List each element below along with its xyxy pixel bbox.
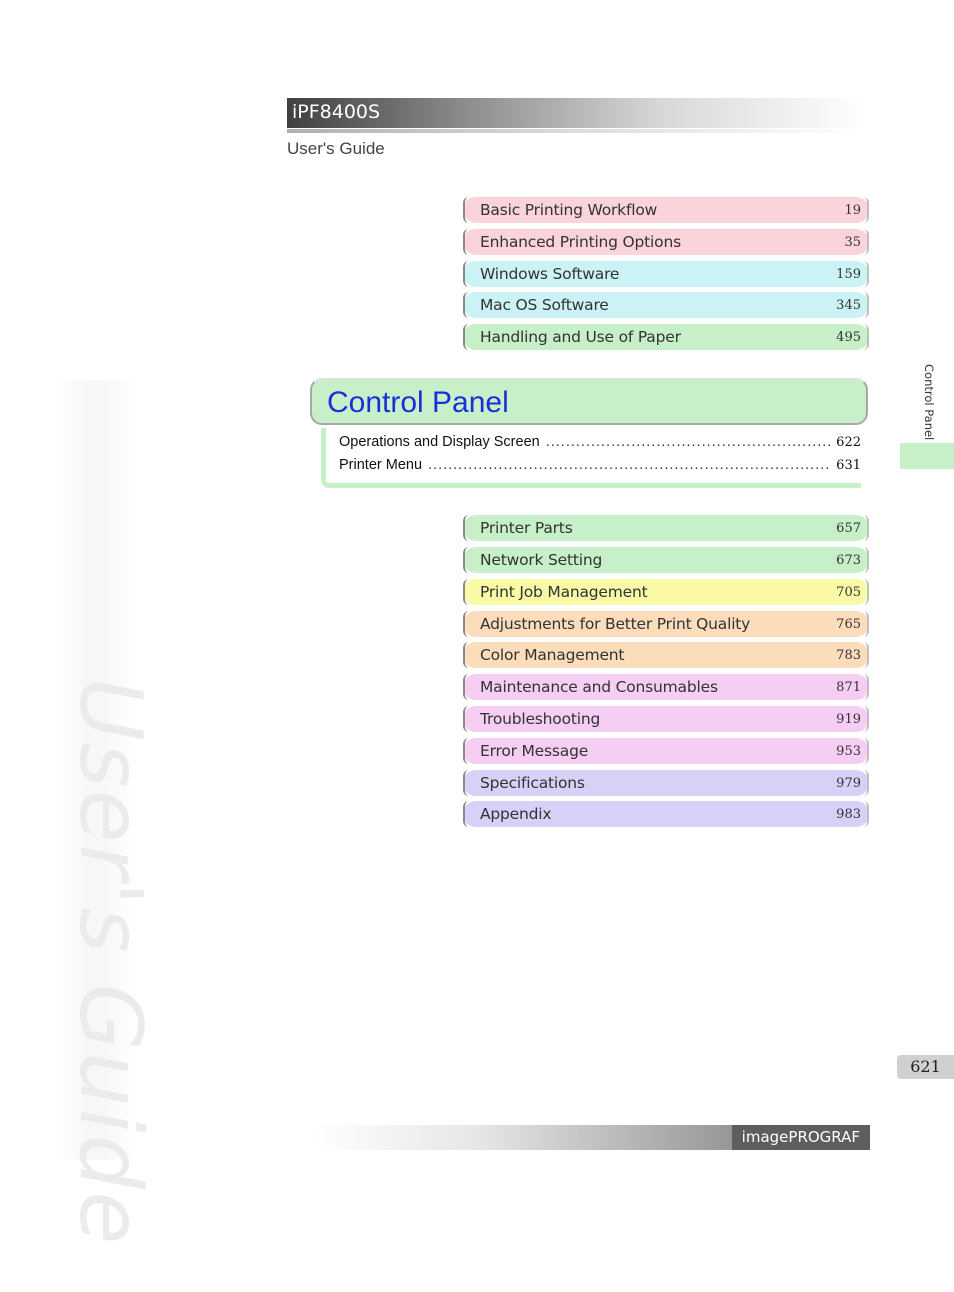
chapter-page: 765 — [836, 617, 861, 632]
chapter-page: 159 — [836, 267, 861, 282]
chapter-tab-handling-and-use-of-paper[interactable] — [463, 324, 869, 350]
toc-section-printer-menu[interactable] — [339, 457, 861, 477]
chapter-page: 19 — [844, 203, 861, 218]
chapter-tab-adjustments-for-better-print-quality[interactable] — [463, 611, 869, 637]
chapter-label: Print Job Management — [480, 583, 648, 601]
chapter-tab-windows-software[interactable] — [463, 261, 869, 287]
chapter-tab-enhanced-printing-options[interactable] — [463, 229, 869, 255]
chapter-tab-appendix[interactable] — [463, 801, 869, 827]
chapter-tab-network-setting[interactable] — [463, 547, 869, 573]
chapter-tab-maintenance-and-consumables[interactable] — [463, 674, 869, 700]
chapter-page: 983 — [836, 807, 861, 822]
header-underline — [287, 129, 865, 133]
chapter-label: Maintenance and Consumables — [480, 678, 718, 696]
chapter-label: Appendix — [480, 805, 552, 823]
toc-section-label: Printer Menu — [339, 457, 423, 473]
chapter-page: 783 — [836, 648, 861, 663]
chapter-page: 919 — [836, 712, 861, 727]
chapter-page: 35 — [844, 235, 861, 250]
chapter-label: Basic Printing Workflow — [480, 201, 658, 219]
chapter-tab-print-job-management[interactable] — [463, 579, 869, 605]
chapter-tab-mac-os-software[interactable] — [463, 292, 869, 318]
chapter-label: Specifications — [480, 774, 585, 792]
watermark-text: User's Guide — [60, 677, 160, 1247]
chapter-label: Mac OS Software — [480, 296, 609, 314]
toc-leader-dots — [546, 434, 830, 450]
chapter-label: Error Message — [480, 742, 589, 760]
chapter-label: Enhanced Printing Options — [480, 233, 681, 251]
chapter-page: 673 — [836, 553, 861, 568]
chapter-tab-printer-parts[interactable] — [463, 515, 869, 541]
side-tab-marker — [900, 443, 954, 469]
toc-section-page: 631 — [836, 458, 861, 473]
current-chapter-title: Control Panel — [327, 386, 509, 419]
chapter-label: Troubleshooting — [480, 710, 601, 728]
chapter-page: 657 — [836, 521, 861, 536]
chapter-page: 979 — [836, 776, 861, 791]
chapter-label: Adjustments for Better Print Quality — [480, 615, 751, 633]
chapter-page: 953 — [836, 744, 861, 759]
chapter-tab-basic-printing-workflow[interactable] — [463, 197, 869, 223]
toc-leader-dots — [428, 457, 830, 473]
chapter-page: 345 — [836, 298, 861, 313]
chapter-page: 871 — [836, 680, 861, 695]
model-title: iPF8400S — [292, 101, 381, 123]
chapter-tab-color-management[interactable] — [463, 642, 869, 668]
chapter-label: Color Management — [480, 646, 625, 664]
chapter-page: 495 — [836, 330, 861, 345]
toc-section-label: Operations and Display Screen — [339, 434, 540, 450]
chapter-label: Network Setting — [480, 551, 603, 569]
chapter-tab-specifications[interactable] — [463, 770, 869, 796]
footer-brand: imagePROGRAF — [741, 1128, 860, 1146]
side-tab-label: Control Panel — [922, 364, 936, 441]
page-number: 621 — [910, 1057, 941, 1076]
toc-section-operations-and-display-screen[interactable] — [339, 434, 861, 454]
chapter-label: Handling and Use of Paper — [480, 328, 681, 346]
chapter-tab-troubleshooting[interactable] — [463, 706, 869, 732]
toc-section-page: 622 — [836, 435, 861, 450]
chapter-page: 705 — [836, 585, 861, 600]
chapter-tab-error-message[interactable] — [463, 738, 869, 764]
guide-subtitle: User's Guide — [287, 139, 385, 158]
chapter-label: Printer Parts — [480, 519, 573, 537]
chapter-label: Windows Software — [480, 265, 620, 283]
